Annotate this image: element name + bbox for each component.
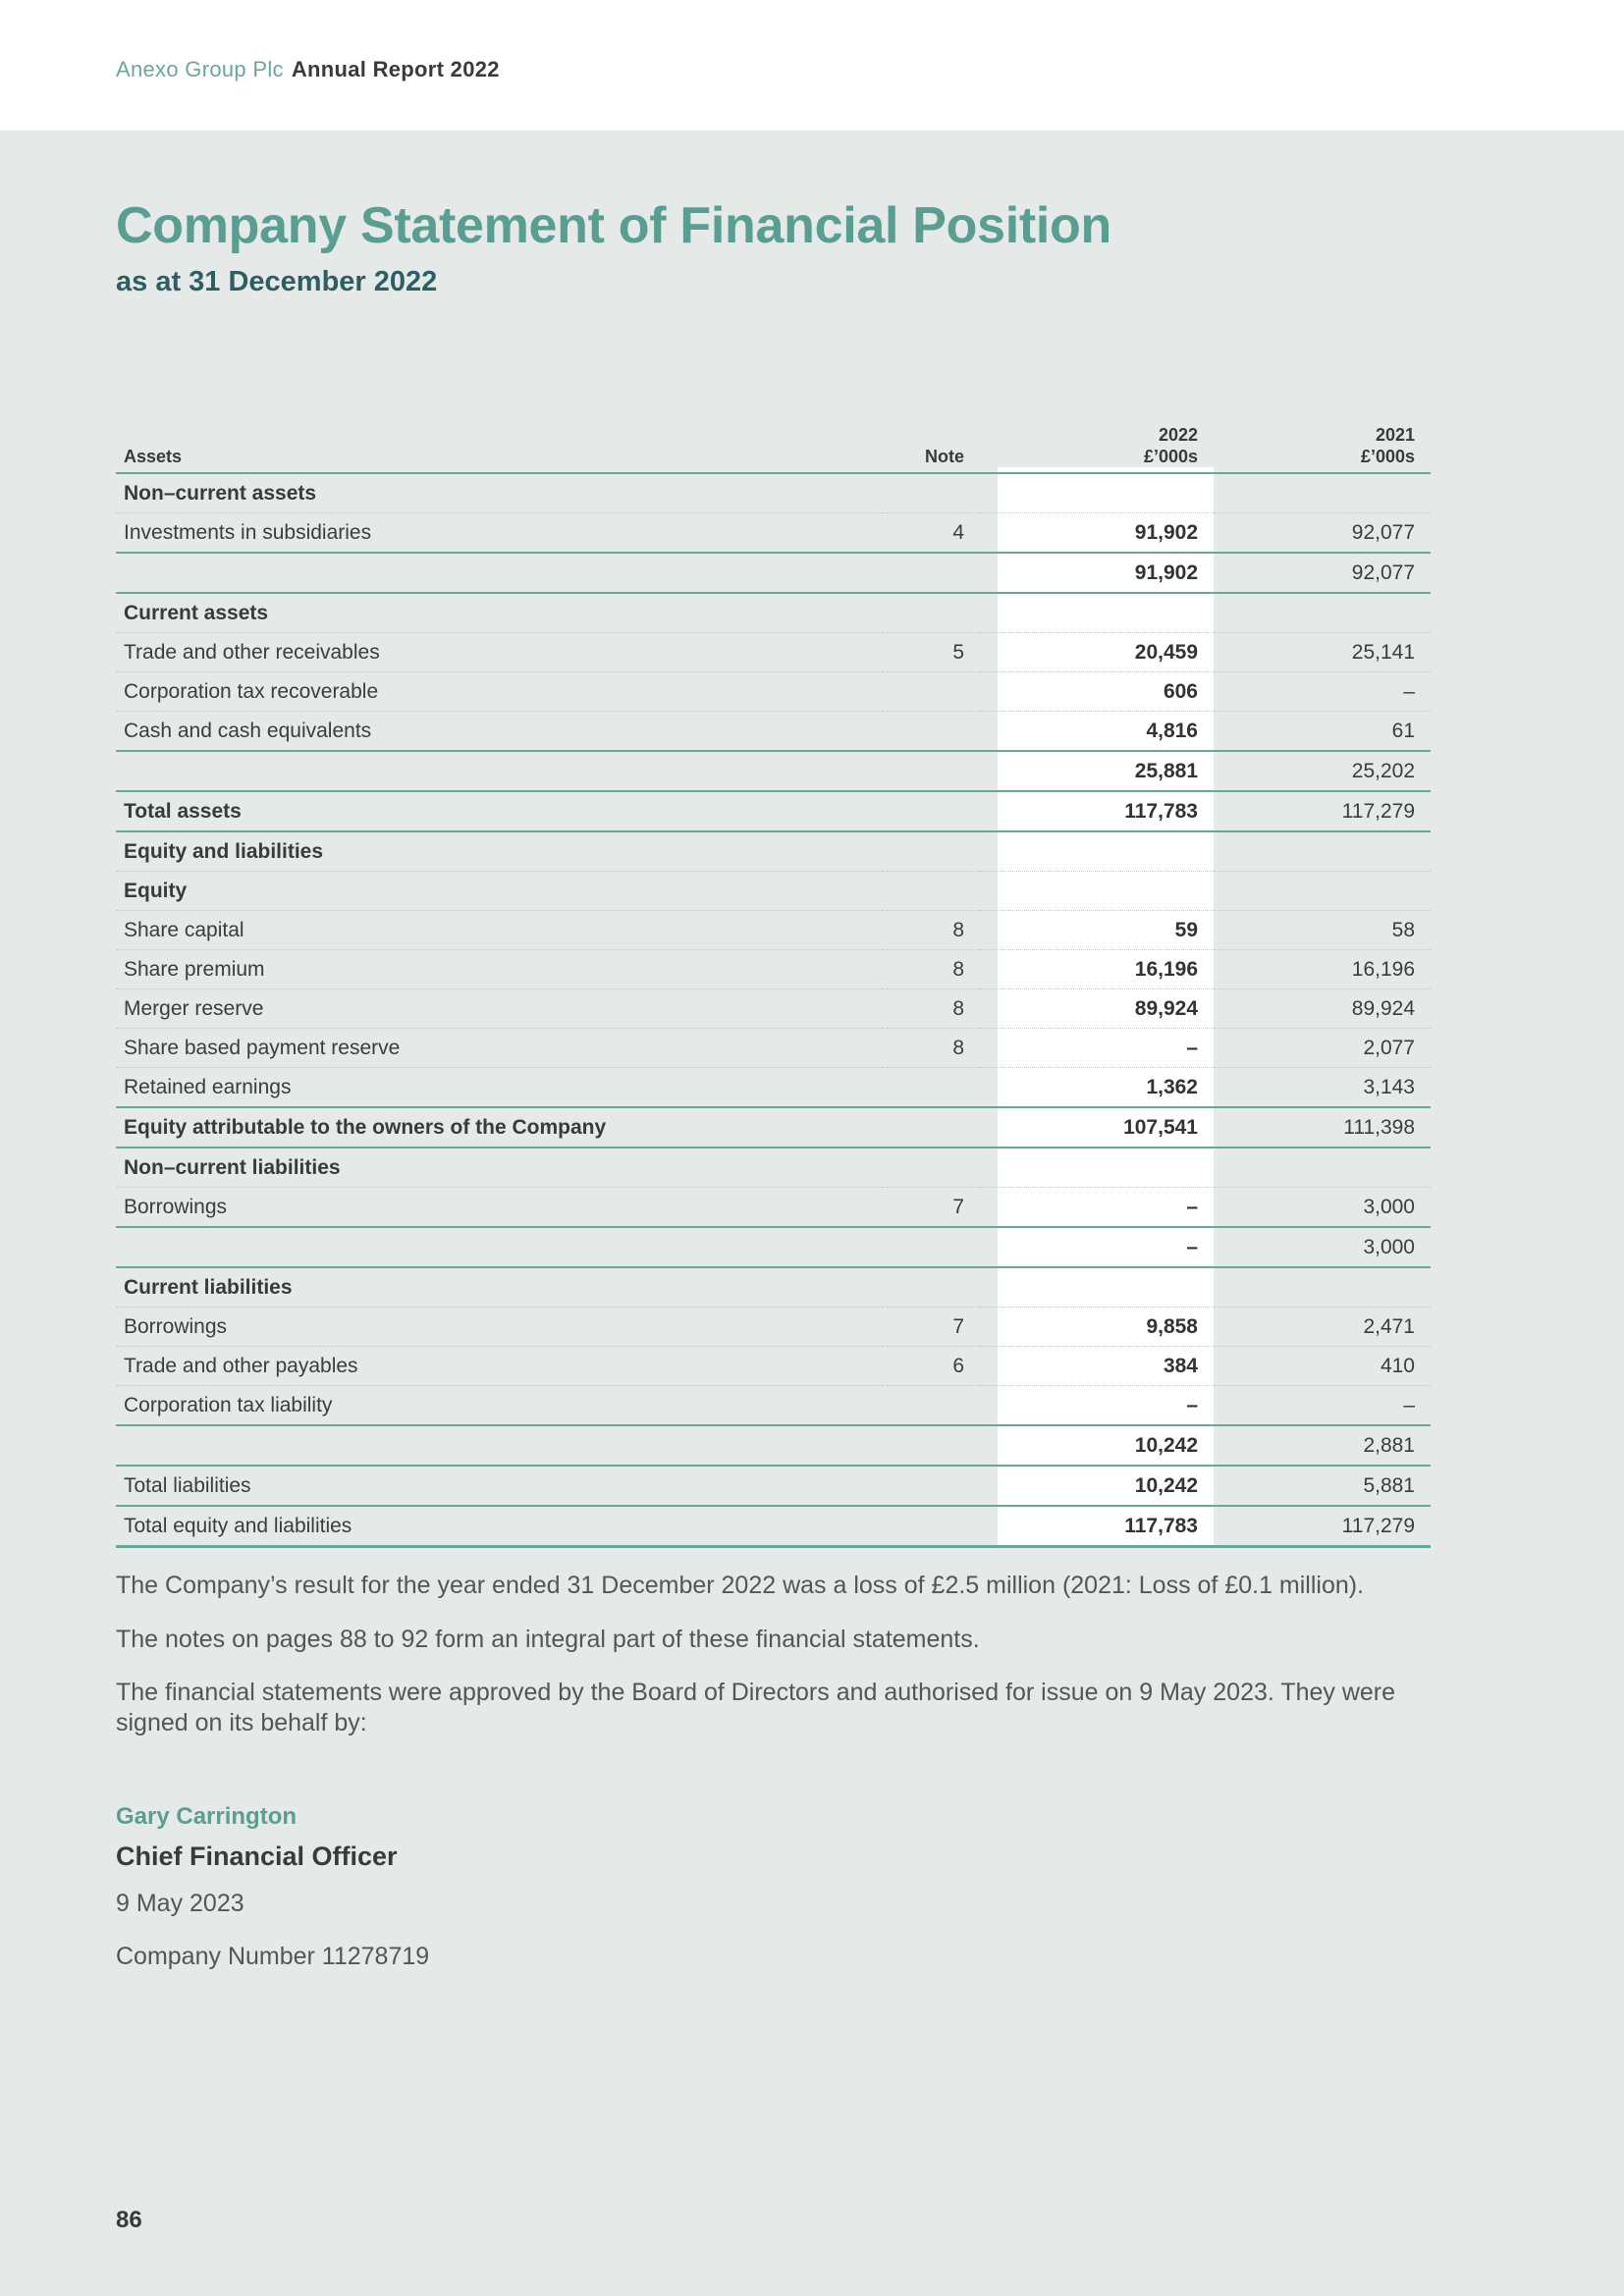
row-value-2022: 10,242 <box>980 1425 1214 1466</box>
row-note <box>882 791 980 831</box>
running-header <box>116 57 500 82</box>
row-value-2022: 1,362 <box>980 1068 1214 1108</box>
row-value-2022 <box>980 1267 1214 1308</box>
row-note: 8 <box>882 1029 980 1068</box>
table-header-row <box>116 412 1431 473</box>
row-value-2021: 25,141 <box>1214 633 1431 672</box>
table-row <box>116 633 1431 672</box>
table-row <box>116 1425 1431 1466</box>
row-note <box>882 1506 980 1547</box>
page-title: Company Statement of Financial Position <box>116 197 1111 254</box>
row-value-2021: 58 <box>1214 911 1431 950</box>
row-label: Borrowings <box>116 1308 882 1347</box>
row-note <box>882 1148 980 1188</box>
row-value-2021 <box>1214 473 1431 513</box>
row-value-2021: – <box>1214 672 1431 712</box>
row-value-2022: 16,196 <box>980 950 1214 989</box>
row-label: Share based payment reserve <box>116 1029 882 1068</box>
page-number: 86 <box>116 2207 142 2233</box>
row-note: 8 <box>882 989 980 1029</box>
row-label: Trade and other receivables <box>116 633 882 672</box>
row-value-2021: 92,077 <box>1214 513 1431 554</box>
row-value-2022: 10,242 <box>980 1466 1214 1506</box>
column-header-assets: Assets <box>116 412 882 473</box>
row-value-2021: 25,202 <box>1214 751 1431 791</box>
row-value-2021: 92,077 <box>1214 553 1431 593</box>
row-value-2022: – <box>980 1188 1214 1228</box>
page-header <box>0 0 1624 131</box>
row-label: Current liabilities <box>116 1267 882 1308</box>
row-value-2022: – <box>980 1029 1214 1068</box>
row-value-2021: 61 <box>1214 712 1431 752</box>
row-value-2021: 2,077 <box>1214 1029 1431 1068</box>
row-value-2022: 117,783 <box>980 1506 1214 1547</box>
table-row <box>116 1506 1431 1547</box>
row-label: Non–current liabilities <box>116 1148 882 1188</box>
row-value-2022: 107,541 <box>980 1107 1214 1148</box>
row-value-2021 <box>1214 831 1431 872</box>
row-label: Total equity and liabilities <box>116 1506 882 1547</box>
row-label: Merger reserve <box>116 989 882 1029</box>
row-note <box>882 1425 980 1466</box>
row-label: Current assets <box>116 593 882 633</box>
row-value-2021: 111,398 <box>1214 1107 1431 1148</box>
row-note <box>882 872 980 911</box>
row-value-2021: 2,471 <box>1214 1308 1431 1347</box>
row-value-2021: 117,279 <box>1214 1506 1431 1547</box>
row-label: Equity <box>116 872 882 911</box>
row-value-2022: 117,783 <box>980 791 1214 831</box>
row-value-2022: 25,881 <box>980 751 1214 791</box>
row-note <box>882 1267 980 1308</box>
approval-paragraph: The financial statements were approved by the Board of Directors and authorised for issue on 9 May 2023. They were signed on its behalf by: <box>116 1679 1396 1736</box>
row-value-2021: 3,000 <box>1214 1188 1431 1228</box>
column-header-2021 <box>1214 412 1431 473</box>
row-label: Non–current assets <box>116 473 882 513</box>
row-label: Borrowings <box>116 1188 882 1228</box>
row-value-2022: 91,902 <box>980 553 1214 593</box>
row-value-2022: 20,459 <box>980 633 1214 672</box>
row-value-2022: 384 <box>980 1347 1214 1386</box>
row-label: Total assets <box>116 791 882 831</box>
table-body <box>116 473 1431 1547</box>
table-row <box>116 672 1431 712</box>
row-note <box>882 831 980 872</box>
row-note: 5 <box>882 633 980 672</box>
row-value-2022: 91,902 <box>980 513 1214 554</box>
table-row <box>116 1148 1431 1188</box>
row-value-2022: 4,816 <box>980 712 1214 752</box>
company-name: Anexo Group Plc <box>116 57 284 81</box>
row-value-2021: – <box>1214 1386 1431 1426</box>
row-value-2022: 89,924 <box>980 989 1214 1029</box>
row-label: Corporation tax liability <box>116 1386 882 1426</box>
row-value-2021 <box>1214 872 1431 911</box>
row-note: 8 <box>882 911 980 950</box>
row-note <box>882 473 980 513</box>
statement-table <box>116 412 1431 1548</box>
row-value-2021: 16,196 <box>1214 950 1431 989</box>
row-value-2022 <box>980 1148 1214 1188</box>
row-note <box>882 1227 980 1267</box>
table-row <box>116 1308 1431 1347</box>
row-value-2022: 9,858 <box>980 1308 1214 1347</box>
row-value-2021: 3,143 <box>1214 1068 1431 1108</box>
row-label: Share premium <box>116 950 882 989</box>
column-header-2021-year: 2021 <box>1375 425 1415 445</box>
row-note <box>882 1466 980 1506</box>
row-note <box>882 593 980 633</box>
column-header-2021-unit: £’000s <box>1360 447 1415 466</box>
row-value-2021: 5,881 <box>1214 1466 1431 1506</box>
row-label: Retained earnings <box>116 1068 882 1108</box>
row-value-2022: 606 <box>980 672 1214 712</box>
row-note <box>882 1386 980 1426</box>
row-value-2021: 89,924 <box>1214 989 1431 1029</box>
table-row <box>116 989 1431 1029</box>
table-row <box>116 751 1431 791</box>
table-row <box>116 1386 1431 1426</box>
row-value-2022 <box>980 831 1214 872</box>
table-row <box>116 1188 1431 1228</box>
page-subtitle: as at 31 December 2022 <box>116 266 438 297</box>
row-value-2022: – <box>980 1386 1214 1426</box>
row-value-2021: 117,279 <box>1214 791 1431 831</box>
row-label: Equity attributable to the owners of the Company <box>116 1107 882 1148</box>
notes-paragraph: The notes on pages 88 to 92 form an integral part of these financial statements. <box>116 1626 980 1653</box>
table-row <box>116 1267 1431 1308</box>
row-label: Share capital <box>116 911 882 950</box>
row-note: 8 <box>882 950 980 989</box>
signature-date: 9 May 2023 <box>116 1890 244 1917</box>
row-label <box>116 1227 882 1267</box>
result-paragraph: The Company’s result for the year ended 31 December 2022 was a loss of £2.5 million (2021: Loss of £0.1 million). <box>116 1572 1365 1599</box>
table-row <box>116 712 1431 752</box>
company-number: Company Number 11278719 <box>116 1943 430 1970</box>
row-value-2021 <box>1214 593 1431 633</box>
row-note <box>882 712 980 752</box>
table-row <box>116 473 1431 513</box>
row-note <box>882 672 980 712</box>
row-value-2022 <box>980 473 1214 513</box>
financial-position-table <box>116 412 1431 1548</box>
table-row <box>116 593 1431 633</box>
row-note <box>882 1107 980 1148</box>
row-label: Corporation tax recoverable <box>116 672 882 712</box>
row-value-2021: 3,000 <box>1214 1227 1431 1267</box>
row-value-2022: 59 <box>980 911 1214 950</box>
row-note: 7 <box>882 1308 980 1347</box>
row-value-2022 <box>980 593 1214 633</box>
row-note: 6 <box>882 1347 980 1386</box>
row-value-2021: 410 <box>1214 1347 1431 1386</box>
signatory-role: Chief Financial Officer <box>116 1842 398 1871</box>
row-label <box>116 553 882 593</box>
table-row <box>116 1068 1431 1108</box>
row-note <box>882 1068 980 1108</box>
column-header-note: Note <box>882 412 980 473</box>
row-value-2021 <box>1214 1267 1431 1308</box>
row-label: Trade and other payables <box>116 1347 882 1386</box>
row-note <box>882 553 980 593</box>
row-label <box>116 1425 882 1466</box>
row-label: Equity and liabilities <box>116 831 882 872</box>
table-row <box>116 791 1431 831</box>
column-header-2022-unit: £’000s <box>1143 447 1198 466</box>
table-row <box>116 1227 1431 1267</box>
table-row <box>116 872 1431 911</box>
table-row <box>116 1466 1431 1506</box>
row-note: 7 <box>882 1188 980 1228</box>
row-note <box>882 751 980 791</box>
row-note: 4 <box>882 513 980 554</box>
table-row <box>116 911 1431 950</box>
table-row <box>116 513 1431 554</box>
row-value-2022 <box>980 872 1214 911</box>
table-row <box>116 1347 1431 1386</box>
row-value-2022: – <box>980 1227 1214 1267</box>
table-row <box>116 553 1431 593</box>
report-title: Annual Report 2022 <box>291 57 500 81</box>
row-label: Investments in subsidiaries <box>116 513 882 554</box>
column-header-2022 <box>980 412 1214 473</box>
table-row <box>116 950 1431 989</box>
table-row <box>116 1107 1431 1148</box>
row-value-2021 <box>1214 1148 1431 1188</box>
signatory-name: Gary Carrington <box>116 1803 298 1830</box>
row-label: Total liabilities <box>116 1466 882 1506</box>
column-header-2022-year: 2022 <box>1158 425 1198 445</box>
row-value-2021: 2,881 <box>1214 1425 1431 1466</box>
table-row <box>116 831 1431 872</box>
row-label <box>116 751 882 791</box>
row-label: Cash and cash equivalents <box>116 712 882 752</box>
table-row <box>116 1029 1431 1068</box>
